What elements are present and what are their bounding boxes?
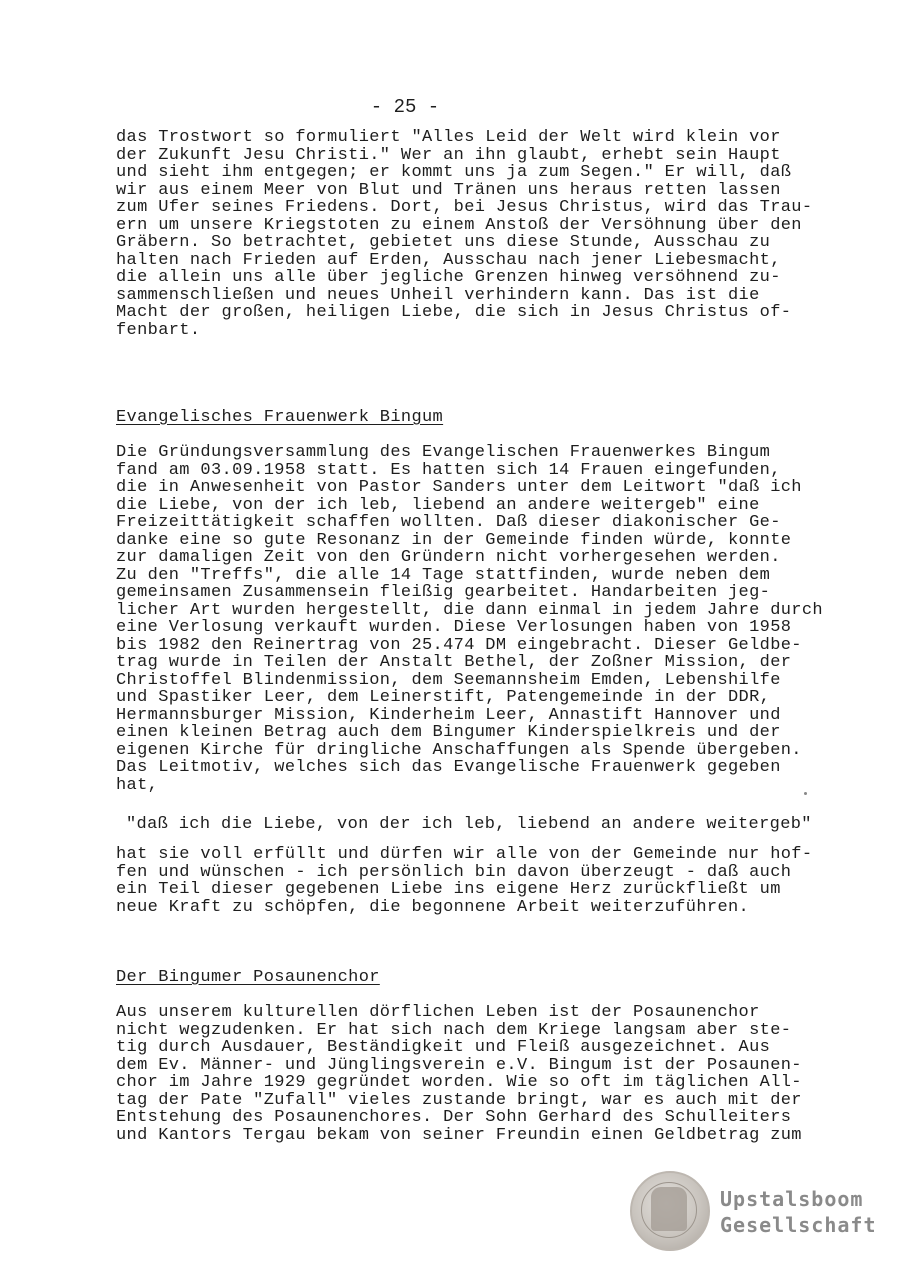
text-line: und Spastiker Leer, dem Leinerstift, Patengemeinde in der DDR, — [116, 688, 771, 707]
text-line: bis 1982 den Reinertrag von 25.474 DM eingebracht. Dieser Geldbe- — [116, 635, 802, 655]
text-line: Das Leitmotiv, welches sich das Evangelische Frauenwerk gegeben — [116, 758, 781, 777]
text-line: Entstehung des Posaunenchores. Der Sohn Gerhard des Schulleiters — [116, 1108, 792, 1127]
text-line: dem Ev. Männer- und Jünglingsverein e.V. Bingum ist der Posaunen- — [116, 1055, 802, 1075]
text-line: Gräbern. So betrachtet, gebietet uns diese Stunde, Ausschau zu — [116, 233, 771, 252]
text-line: tag der Pate "Zufall" vieles zustande bringt, war es auch mit der — [116, 1090, 802, 1110]
text-line: nicht wegzudenken. Er hat sich nach dem Kriege langsam aber ste- — [116, 1020, 792, 1040]
text-line: eine Verlosung verkauft wurden. Diese Verlosungen haben von 1958 — [116, 618, 792, 637]
text-line: Aus unserem kulturellen dörflichen Leben ist der Posaunenchor — [116, 1003, 760, 1022]
text-line: trag wurde in Teilen der Anstalt Bethel, der Zoßner Mission, der — [116, 653, 792, 672]
text-line: die allein uns alle über jegliche Grenzen hinweg versöhnend zu- — [116, 268, 781, 287]
text-line: einen kleinen Betrag auch dem Bingumer Kinderspielkreis und der — [116, 723, 781, 742]
text-line: und Kantors Tergau bekam von seiner Freundin einen Geldbetrag zum — [116, 1125, 802, 1145]
frauenwerk-closing-paragraph — [116, 846, 836, 916]
scan-speck — [804, 792, 807, 795]
text-line: Die Gründungsversammlung des Evangelischen Frauenwerkes Bingum — [116, 443, 771, 462]
seal-figures — [651, 1187, 687, 1231]
text-line: zur damaligen Zeit von den Gründern nicht vorhergesehen werden. — [116, 548, 781, 567]
text-line: chor im Jahre 1929 gegründet worden. Wie so oft im täglichen All- — [116, 1073, 802, 1092]
text-line: danke eine so gute Resonanz in der Gemeinde finden würde, konnte — [116, 530, 792, 550]
text-line: zum Ufer seines Friedens. Dort, bei Jesus Christus, wird das Trau- — [116, 198, 813, 217]
text-line: fand am 03.09.1958 statt. Es hatten sich 14 Frauen eingefunden, — [116, 460, 781, 480]
leitmotiv-quote: "daß ich die Liebe, von der ich leb, liebend an andere weitergeb" — [126, 815, 812, 834]
upstalsboom-watermark — [630, 1165, 877, 1255]
text-line: tig durch Ausdauer, Beständigkeit und Fleiß ausgezeichnet. Aus — [116, 1038, 771, 1057]
text-line: fenbart. — [116, 320, 201, 340]
intro-paragraph — [116, 129, 836, 339]
page-number: - 25 - — [370, 96, 440, 118]
text-line: licher Art wurden hergestellt, die dann einmal in jedem Jahre durch — [116, 600, 823, 620]
text-line: und sieht ihm entgegen; er kommt uns ja zum Segen." Er will, daß — [116, 163, 792, 182]
text-line: die in Anwesenheit von Pastor Sanders unter dem Leitwort "daß ich — [116, 478, 802, 497]
text-line: ein Teil dieser gegebenen Liebe ins eigene Herz zurückfließt um — [116, 880, 781, 899]
text-line: die Liebe, von der ich leb, liebend an andere weitergeb" eine — [116, 495, 760, 515]
text-line: gemeinsamen Zusammensein fleißig gearbeitet. Handarbeiten jeg- — [116, 583, 771, 602]
frauenwerk-paragraph — [116, 444, 836, 794]
watermark-line-2: Gesellschaft — [720, 1213, 877, 1237]
text-line: der Zukunft Jesu Christi." Wer an ihn glaubt, erhebt sein Haupt — [116, 145, 781, 165]
seal-icon — [630, 1171, 710, 1251]
text-line: halten nach Frieden auf Erden, Ausschau nach jener Liebesmacht, — [116, 250, 781, 270]
text-line: das Trostwort so formuliert "Alles Leid der Welt wird klein vor — [116, 128, 781, 147]
section-heading-frauenwerk: Evangelisches Frauenwerk Bingum — [116, 408, 444, 427]
text-line: Zu den "Treffs", die alle 14 Tage stattfinden, wurde neben dem — [116, 565, 771, 585]
text-line: Hermannsburger Mission, Kinderheim Leer, Annastift Hannover und — [116, 705, 781, 725]
text-line: wir aus einem Meer von Blut und Tränen uns heraus retten lassen — [116, 180, 781, 200]
section-heading-posaunenchor: Der Bingumer Posaunenchor — [116, 968, 380, 987]
text-line: eigenen Kirche für dringliche Anschaffungen als Spende übergeben. — [116, 740, 802, 760]
text-line: fen und wünschen - ich persönlich bin davon überzeugt - daß auch — [116, 862, 792, 882]
text-line: Christoffel Blindenmission, dem Seemannsheim Emden, Lebenshilfe — [116, 670, 781, 690]
text-line: neue Kraft zu schöpfen, die begonnene Arbeit weiterzuführen. — [116, 897, 750, 917]
text-line: hat sie voll erfüllt und dürfen wir alle von der Gemeinde nur hof- — [116, 845, 813, 864]
watermark-line-1: Upstalsboom — [720, 1187, 864, 1211]
text-line: Macht der großen, heiligen Liebe, die sich in Jesus Christus of- — [116, 303, 792, 322]
text-line: sammenschließen und neues Unheil verhindern kann. Das ist die — [116, 285, 760, 305]
text-line: ern um unsere Kriegstoten zu einem Anstoß der Versöhnung über den — [116, 215, 802, 235]
posaunenchor-paragraph — [116, 1004, 836, 1144]
text-line: hat, — [116, 775, 159, 795]
text-line: Freizeittätigkeit schaffen wollten. Daß dieser diakonischer Ge- — [116, 513, 781, 532]
